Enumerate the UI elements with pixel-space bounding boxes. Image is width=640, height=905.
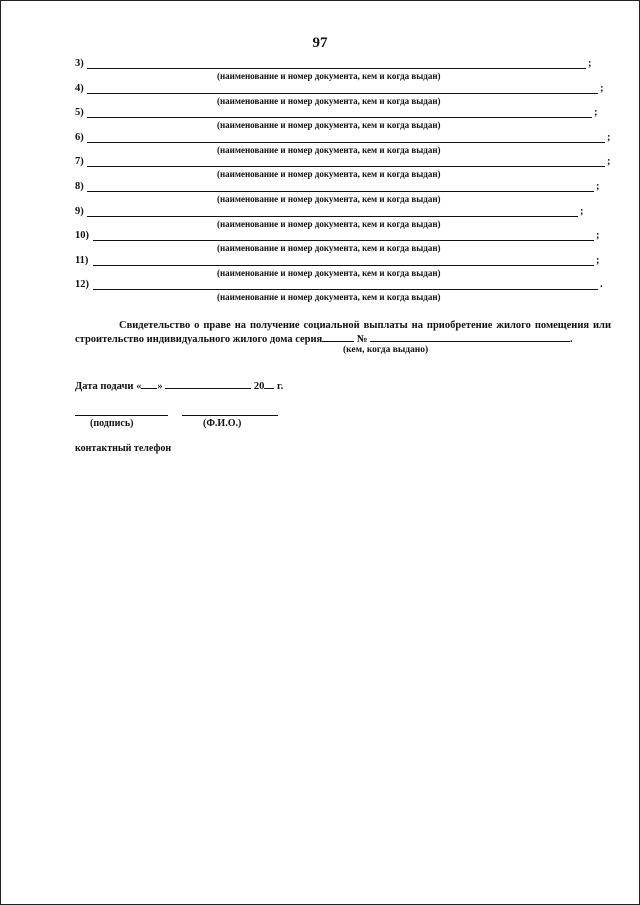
document-row <box>75 230 615 255</box>
row-number: 10) <box>75 230 89 242</box>
row-number: 3) <box>75 58 84 69</box>
row-end-punctuation: ; <box>596 180 600 192</box>
page-number: 97 <box>312 35 328 51</box>
certificate-paragraph <box>75 319 611 345</box>
document-entry-field[interactable] <box>93 240 594 241</box>
row-caption: (наименование и номер документа, кем и когда выдан) <box>217 120 441 131</box>
row-number: 12) <box>75 279 89 291</box>
day-field[interactable] <box>141 379 157 389</box>
year-field[interactable] <box>264 379 274 389</box>
row-end-punctuation: ; <box>596 254 600 266</box>
document-entry-field[interactable] <box>87 142 605 143</box>
row-caption: (наименование и номер документа, кем и когда выдан) <box>217 144 441 155</box>
row-end-punctuation: ; <box>580 205 584 217</box>
document-row <box>75 132 615 157</box>
number-sign: № <box>356 334 368 345</box>
row-end-punctuation: ; <box>607 156 611 168</box>
document-entry-field[interactable] <box>93 265 594 266</box>
submission-date-label: Дата подачи « <box>75 381 142 392</box>
document-row <box>75 107 615 132</box>
row-caption: (наименование и номер документа, кем и когда выдан) <box>217 169 441 180</box>
row-end-punctuation: ; <box>588 58 592 69</box>
row-number: 6) <box>75 131 84 143</box>
certificate-text-line1: Свидетельство о праве на получение социальной выплаты на приобретение жилого помещения или <box>119 320 611 331</box>
row-end-punctuation: ; <box>607 131 611 143</box>
row-caption: (наименование и номер документа, кем и когда выдан) <box>217 193 441 204</box>
certificate-end: . <box>570 334 573 345</box>
row-number: 4) <box>75 82 84 94</box>
row-number: 7) <box>75 156 84 168</box>
close-quote: » <box>157 381 163 392</box>
contact-phone-label: контактный телефон <box>75 443 172 454</box>
row-caption: (наименование и номер документа, кем и когда выдан) <box>217 218 441 229</box>
month-field[interactable] <box>165 379 251 389</box>
document-row <box>75 83 615 108</box>
document-entry-field[interactable] <box>87 68 586 69</box>
document-row <box>75 255 615 280</box>
full-name-field[interactable] <box>182 415 278 416</box>
document-entry-field[interactable] <box>87 216 578 217</box>
document-entry-field[interactable] <box>87 191 594 192</box>
document-entry-field[interactable] <box>87 166 605 167</box>
document-entry-field[interactable] <box>87 117 592 118</box>
series-field[interactable] <box>322 332 354 342</box>
document-row <box>75 279 615 304</box>
document-entry-field[interactable] <box>87 93 598 94</box>
document-list <box>75 58 615 304</box>
document-row <box>75 58 615 83</box>
row-number: 8) <box>75 180 84 192</box>
row-end-punctuation: ; <box>594 107 598 119</box>
certificate-series-label: строительство индивидуального жилого дома серия <box>75 334 323 345</box>
row-end-punctuation: ; <box>600 82 604 94</box>
certificate-text-line2 <box>75 332 611 345</box>
year-prefix: 20 <box>253 381 265 392</box>
row-caption: (наименование и номер документа, кем и когда выдан) <box>217 267 441 278</box>
full-name-caption: (Ф.И.О.) <box>203 418 242 429</box>
row-caption: (наименование и номер документа, кем и когда выдан) <box>217 71 441 81</box>
row-end-punctuation: . <box>600 279 603 291</box>
document-row <box>75 206 615 231</box>
row-number: 11) <box>75 254 89 266</box>
row-caption: (наименование и номер документа, кем и когда выдан) <box>217 292 441 303</box>
row-end-punctuation: ; <box>596 230 600 242</box>
document-row <box>75 156 615 181</box>
row-number: 9) <box>75 205 84 217</box>
signature-caption: (подпись) <box>90 418 134 429</box>
certificate-number-field[interactable] <box>370 332 570 342</box>
submission-date <box>75 379 283 392</box>
row-number: 5) <box>75 107 84 119</box>
document-entry-field[interactable] <box>93 289 598 290</box>
year-suffix: г. <box>276 381 284 392</box>
document-row <box>75 181 615 206</box>
row-caption: (наименование и номер документа, кем и когда выдан) <box>217 95 441 106</box>
row-caption: (наименование и номер документа, кем и когда выдан) <box>217 243 441 254</box>
certificate-caption: (кем, когда выдано) <box>343 345 429 355</box>
signature-field[interactable] <box>75 415 168 416</box>
